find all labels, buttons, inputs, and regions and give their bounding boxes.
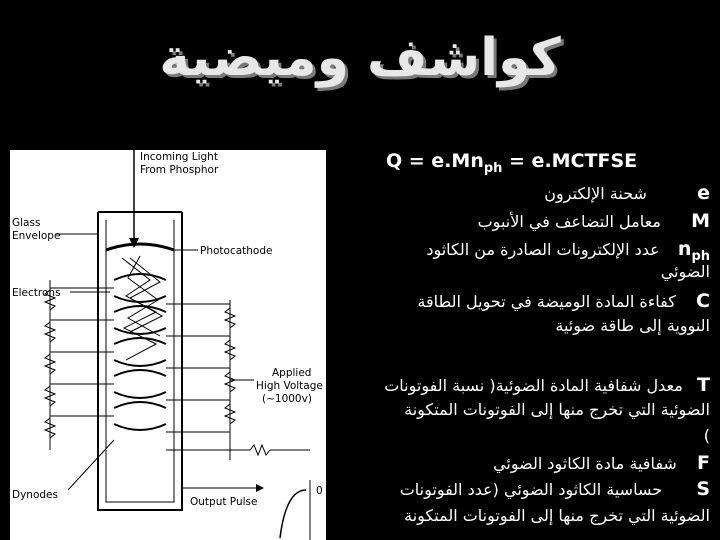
def-c-cont: النووية إلى طاقة ضوئية bbox=[555, 316, 710, 335]
def-c bbox=[417, 290, 710, 312]
symbol-c: C bbox=[696, 290, 710, 312]
symbol-e: e bbox=[697, 182, 710, 204]
def-e-text: شحنة الإلكترون bbox=[544, 184, 647, 203]
dynodes-label: Dynodes bbox=[12, 489, 58, 501]
voltage-value-label: (~1000v) bbox=[262, 393, 312, 405]
symbol-m: M bbox=[691, 210, 710, 232]
def-m bbox=[478, 210, 710, 232]
symbol-s: S bbox=[696, 478, 710, 500]
def-nph-text: عدد الإلكترونات الصادرة من الكاثود bbox=[426, 240, 660, 259]
def-f-text: شفافية مادة الكاثود الضوئي bbox=[493, 454, 677, 473]
formula-rhs: = e.MCTFSE bbox=[502, 150, 638, 172]
from-phosphor-label: From Phosphor bbox=[140, 164, 219, 176]
incoming-light-label: Incoming Light bbox=[140, 151, 218, 163]
edge-mark: 0 bbox=[316, 485, 323, 497]
def-s bbox=[400, 478, 710, 500]
envelope-label: Envelope bbox=[12, 230, 61, 242]
def-nph bbox=[426, 238, 710, 264]
symbol-t: T bbox=[697, 374, 710, 396]
def-e bbox=[544, 182, 710, 204]
output-pulse-label: Output Pulse bbox=[190, 496, 258, 508]
def-t-cont2: ) bbox=[703, 426, 710, 445]
applied-label: Applied bbox=[272, 367, 312, 379]
formula-sub: ph bbox=[483, 160, 503, 176]
def-t-text: معدل شفافية المادة الضوئية( نسبة الفوتونات bbox=[384, 376, 683, 395]
def-m-text: معامل التضاعف في الأنبوب bbox=[477, 212, 661, 231]
formula bbox=[386, 150, 637, 176]
def-f bbox=[493, 452, 710, 474]
symbol-nph bbox=[677, 238, 710, 264]
photomultiplier-drawing bbox=[10, 150, 326, 540]
def-s-text: حساسية الكاثود الضوئي (عدد الفوتونات bbox=[399, 480, 663, 499]
high-voltage-label: High Voltage bbox=[256, 380, 323, 392]
formula-lhs: Q = e.Mn bbox=[386, 150, 484, 172]
photocathode-label: Photocathode bbox=[200, 245, 273, 257]
glass-label: Glass bbox=[12, 217, 41, 229]
photomultiplier-diagram bbox=[10, 150, 326, 540]
symbol-f: F bbox=[697, 452, 710, 474]
definitions-panel bbox=[330, 148, 714, 540]
symbol-n: n bbox=[677, 238, 692, 260]
page-title: كواشف وميضية bbox=[159, 28, 561, 88]
def-s-cont: الضوئية التي تخرج منها إلى الفوتونات المتكونة bbox=[404, 506, 710, 525]
symbol-ph: ph bbox=[691, 248, 710, 264]
def-c-text: كفاءة المادة الوميضة في تحويل الطاقة bbox=[417, 292, 676, 311]
def-t bbox=[384, 374, 710, 396]
def-nph-cont: الضوئي bbox=[660, 262, 710, 281]
def-t-cont: الضوئية التي تخرج منها إلى الفوتونات المتكونة bbox=[404, 400, 710, 419]
electrons-label: Electrons bbox=[12, 287, 61, 299]
